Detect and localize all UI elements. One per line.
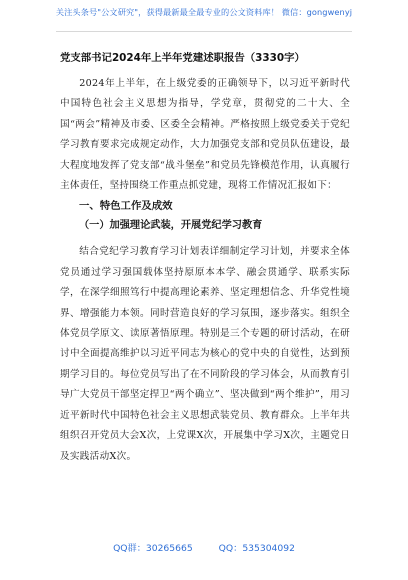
document-body xyxy=(60,50,350,467)
subsection-heading: （一）加强理论武装，开展党纪学习教育 xyxy=(79,220,263,232)
intro-paragraph: 2024年上半年，在上级党委的正确领导下，以习近平新时代中国特色社会主义思想为指导，学党章，贯彻党的二十大、全国“两会”精神及市委、区委全会精神。严格按照上级党委关于党纪学习教育要求完成规定动作，大力加强党支部和党员队伍建设，最大程度地发挥了党支部“战斗堡垒”和党员先锋模范作用，认真履行主体责任，坚持围绕工作重点抓党建，现将工作情况汇报如下： xyxy=(60,78,350,192)
header-banner xyxy=(0,0,408,40)
promo-banner-text[interactable]: 关注头条号"公文研究"，获得最新最全最专业的公文资料库！ 微信：gongwenyj xyxy=(55,7,353,17)
header-divider xyxy=(56,31,352,32)
section-heading: 一、特色工作及成效 xyxy=(79,200,173,213)
document-title: 党支部书记2024年上半年党建述职报告（3330字） xyxy=(60,52,305,64)
body-paragraph: 结合党纪学习教育学习计划表详细制定学习计划，并要求全体党员通过学习强国载体坚持原原本本学、融会贯通学、联系实际学，在深学细照笃行中提高理论素养、坚定理想信念、升华党性境界、增强能力本领。同时营造良好的学习氛围，逐步落实。组织全体党员学原文、读原著悟原理。特别是三个专题的研讨活动，在研讨中全面提高维护以习近平同志为核心的党中央的自觉性，达到预期学习目的。每位党员写出了在不同阶段的学习体会，从而教育引导广大党员干部坚定捍卫“两个确立”、坚决做到“两个维护”，用习近平新时代中国特色社会主义思想武装党员、教育群众。上半年共组织召开党员大会X次，上党课X次，开展集中学习X次，主题党日及实践活动X次。 xyxy=(60,246,350,462)
qq-number[interactable]: QQ：535304092 xyxy=(218,543,295,554)
footer-contact xyxy=(0,540,408,554)
qq-group-number[interactable]: QQ群：30265665 xyxy=(113,543,193,554)
